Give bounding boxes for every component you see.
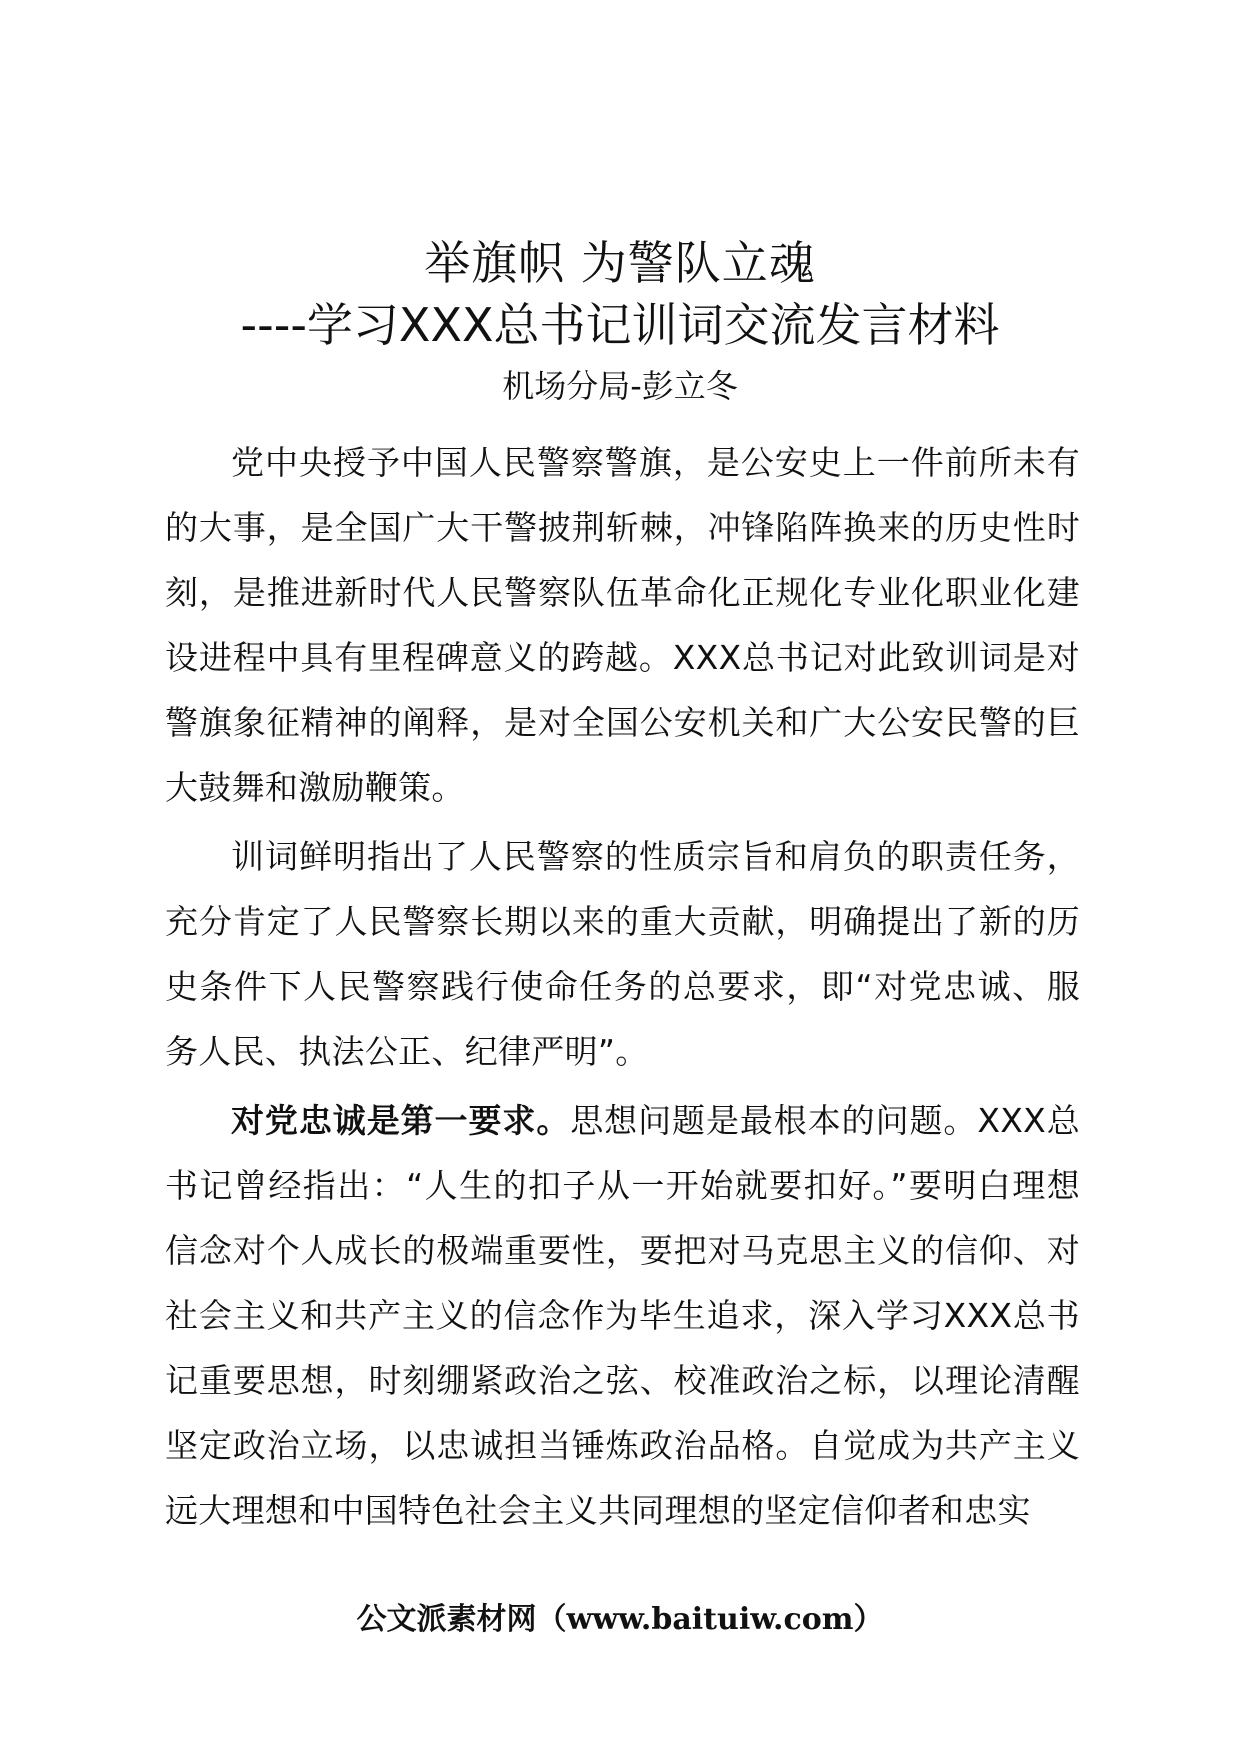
page-title: 举旗帜 为警队立魂: [424, 236, 816, 290]
paragraph-text: 党中央授予中国人民警察警旗，是公安史上一件前所未有的大事，是全国广大干警披荆斩棘，冲锋陷阵换来的历史性时刻，是推进新时代人民警察队伍革命化正规化专业化职业化建设进程中具有里程碑意义的跨越。XXX总书记对此致训词是对警旗象征精神的阐释，是对全国公安机关和广大公安民警的巨大鼓舞和激励鞭策。: [165, 443, 1080, 807]
title-block: [0, 232, 1240, 414]
author-line: 机场分局-彭立冬: [502, 367, 738, 405]
paragraph-3: [165, 1088, 1080, 1543]
paragraph-text: 思想问题是最根本的问题。XXX总书记曾经指出：“人生的扣子从一开始就要扣好。”要明白理想信念对个人成长的极端重要性，要把对马克思主义的信仰、对社会主义和共产主义的信念作为毕生追求，深入学习XXX总书记重要思想，时刻绷紧政治之弦、校准政治之标，以理论清醒坚定政治立场，以忠诚担当锤炼政治品格。自觉成为共产主义远大理想和中国特色社会主义共同理想的坚定信仰者和忠实: [165, 1101, 1080, 1530]
paragraph-2: [165, 824, 1080, 1084]
document-body: [165, 430, 1080, 1543]
footer-watermark: 公文派素材网（www.baituiw.com）: [356, 1602, 884, 1637]
paragraph-text: 训词鲜明指出了人民警察的性质宗旨和肩负的职责任务，充分肯定了人民警察长期以来的重大贡献，明确提出了新的历史条件下人民警察践行使命任务的总要求，即“对党忠诚、服务人民、执法公正、纪律严明”。: [165, 837, 1080, 1071]
paragraph-1: [165, 430, 1080, 820]
page-subtitle: ----学习XXX总书记训词交流发言材料: [240, 298, 1000, 352]
paragraph-lead-heading: 对党忠诚是第一要求。: [231, 1101, 571, 1140]
